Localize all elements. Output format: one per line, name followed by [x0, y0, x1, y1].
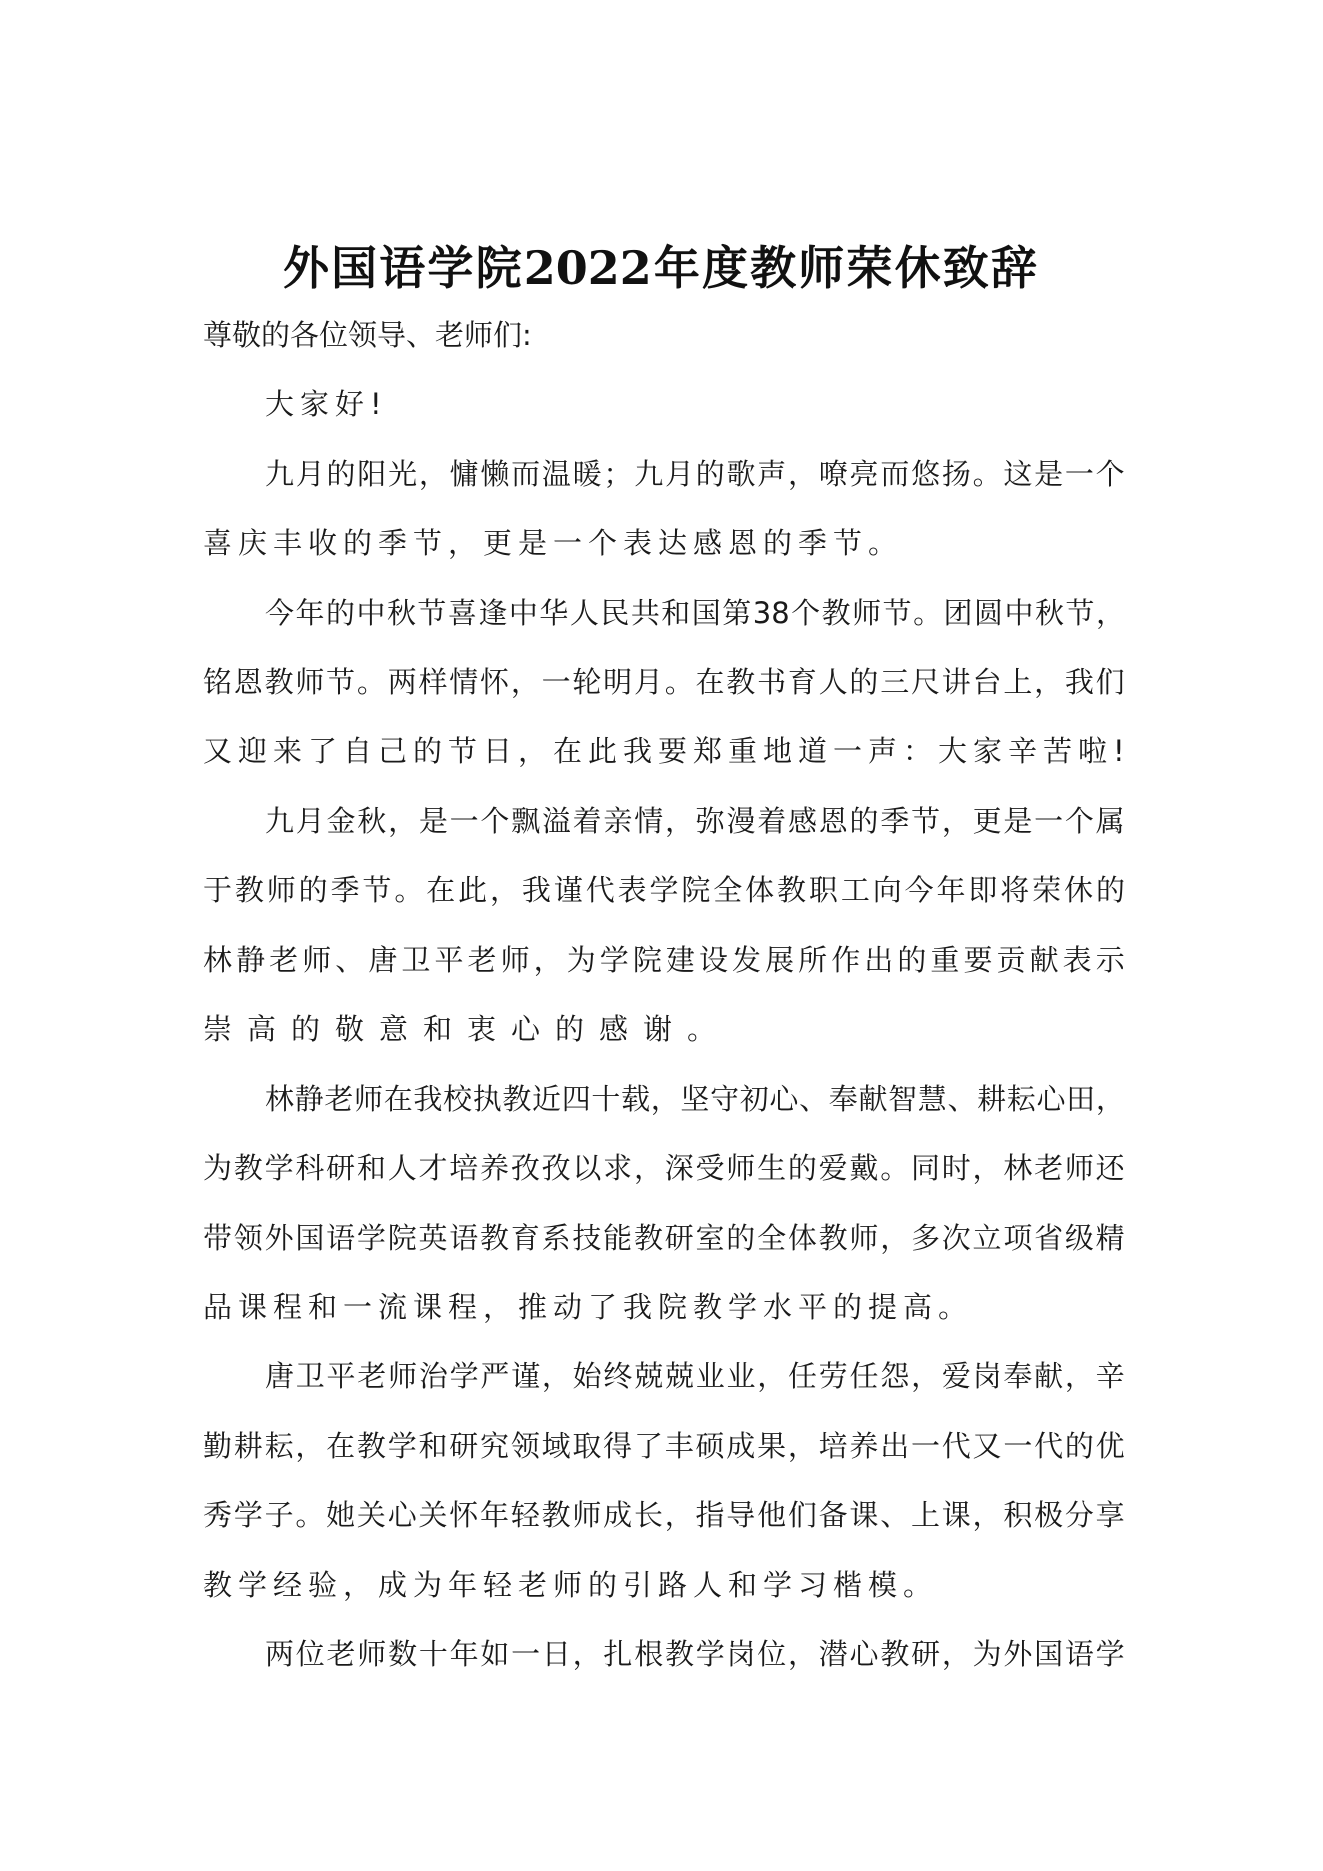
paragraph-line: 秀 学 子 。 她 关 心 关 怀 年 轻 教 师 成 长 ， 指 导 他 们 备 课 、 上 课 ， 积 极 分 享 [203, 1498, 1125, 1532]
paragraph-line: 铭 恩 教 师 节 。 两 样 情 怀 ， 一 轮 明 月 。 在 教 书 育 人 的 三 尺 讲 台 上 ， 我 们 [203, 665, 1125, 699]
document-title: 外 国 语 学 院 2022 年 度 教 师 荣 休 致 辞 [283, 241, 1037, 295]
paragraph-line: 带 领 外 国 语 学 院 英 语 教 育 系 技 能 教 研 室 的 全 体 教 师 ， 多 次 立 项 省 级 精 [203, 1221, 1125, 1255]
paragraph-line: 崇高的敬意和衷心的感谢。 [203, 1012, 732, 1046]
paragraph-line: 教学经验，成为年轻老师的引路人和学习楷模。 [203, 1568, 939, 1602]
paragraph-line: 于 教 师 的 季 节 。 在 此 ， 我 谨 代 表 学 院 全 体 教 职 工 向 今 年 即 将 荣 休 的 [203, 873, 1125, 907]
paragraph-line: 为 教 学 科 研 和 人 才 培 养 孜 孜 以 求 ， 深 受 师 生 的 爱 戴 。 同 时 ， 林 老 师 还 [203, 1151, 1125, 1185]
paragraph-line: 九 月 的 阳 光 ， 慵 懒 而 温 暖 ； 九 月 的 歌 声 ， 嘹 亮 而 悠 扬 。 这 是 一 个 [265, 457, 1125, 491]
paragraph-line: 今 年 的 中 秋 节 喜 逢 中 华 人 民 共 和 国 第 38 个 教 师 节 。 团 圆 中 秋 节 ， [265, 596, 1125, 630]
paragraph-line: 勤 耕 耘 ， 在 教 学 和 研 究 领 域 取 得 了 丰 硕 成 果 ， 培 养 出 一 代 又 一 代 的 优 [203, 1429, 1125, 1463]
paragraph-line: 又迎来了自己的节日，在此我要郑重地道一声：大家辛苦啦! [203, 734, 1131, 768]
paragraph-line: 品课程和一流课程，推动了我院教学水平的提高。 [203, 1290, 974, 1324]
paragraph-line: 喜庆丰收的季节，更是一个表达感恩的季节。 [203, 526, 904, 560]
paragraph-line: 林 静 老 师 在 我 校 执 教 近 四 十 载 ， 坚 守 初 心 、 奉 献 智 慧 、 耕 耘 心 田 ， [265, 1082, 1125, 1116]
paragraph-line: 林 静 老 师 、 唐 卫 平 老 师 ， 为 学 院 建 设 发 展 所 作 出 的 重 要 贡 献 表 示 [203, 943, 1125, 977]
paragraph-line: 两 位 老 师 数 十 年 如 一 日 ， 扎 根 教 学 岗 位 ， 潜 心 教 研 ， 为 外 国 语 学 [265, 1637, 1125, 1671]
salutation: 尊敬的各位领导、老师们: [203, 318, 532, 352]
paragraph-line: 唐 卫 平 老 师 治 学 严 谨 ， 始 终 兢 兢 业 业 ， 任 劳 任 怨 ， 爱 岗 奉 献 ， 辛 [265, 1359, 1125, 1393]
greeting: 大家好! [265, 387, 388, 421]
paragraph-line: 九 月 金 秋 ， 是 一 个 飘 溢 着 亲 情 ， 弥 漫 着 感 恩 的 季 节 ， 更 是 一 个 属 [265, 804, 1125, 838]
